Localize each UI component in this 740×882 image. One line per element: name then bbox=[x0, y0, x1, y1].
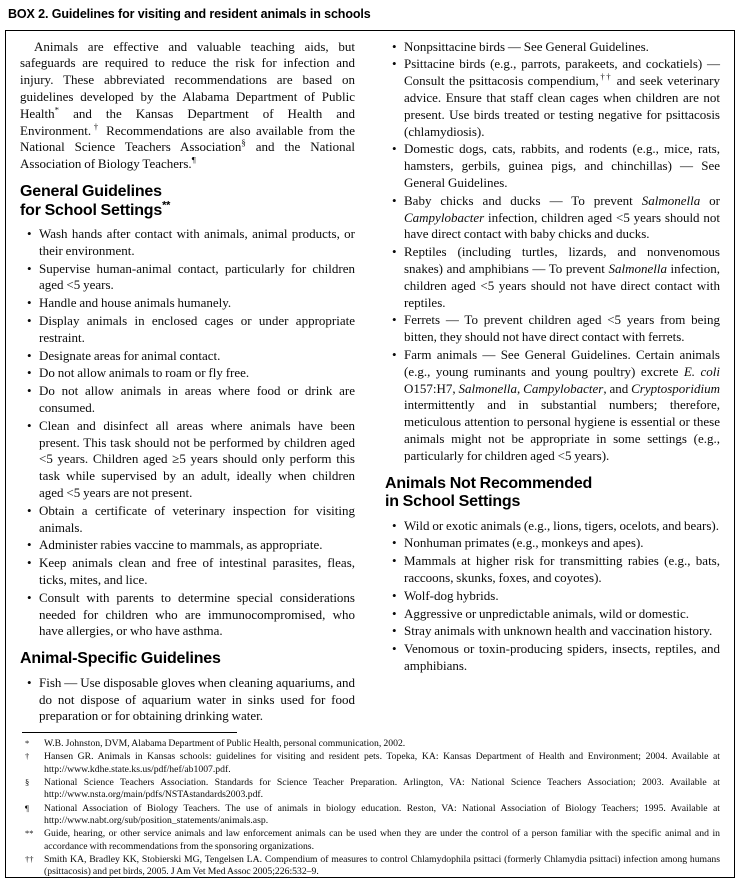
intro-paragraph: Animals are effective and valuable teaching aids, but safeguards are required to reduce the risk for infection and injury. These abbreviated recommendations are based on guidelines developed by the Alabama Department of Public Health* and the Kansas Department of Health and Environment.† Recommendations are also available from the National Science Teachers Association§ and the National Association of Biology Teachers.¶ bbox=[20, 38, 355, 172]
footnote bbox=[20, 854, 720, 878]
footnote-text: National Science Teachers Association. Standards for Science Teacher Preparation. Arlington, VA: National Science Teachers Association; 2003. Available at http://www.nsta.org/main/pdfs/NSTAstandards2003.pdf. bbox=[44, 777, 720, 801]
footnote-marker: * bbox=[25, 738, 30, 749]
heading-not-recommended bbox=[385, 475, 720, 512]
guideline-item: • Aggressive or unpredictable animals, wild or domestic. bbox=[391, 606, 720, 623]
heading-animal-specific: Animal-Specific Guidelines bbox=[20, 650, 221, 668]
footnote bbox=[20, 738, 720, 750]
footnote bbox=[20, 751, 720, 776]
guideline-item: • Do not allow animals to roam or fly free. bbox=[26, 365, 355, 382]
guideline-item: • Baby chicks and ducks — To prevent Salmonella or Campylobacter infection, children aged <5 years should not have direct contact with baby chicks and ducks. bbox=[391, 193, 720, 243]
guideline-item: • Mammals at higher risk for transmitting rabies (e.g., bats, raccoons, skunks, foxes, and coyotes). bbox=[391, 553, 720, 587]
footnote-marker: ¶ bbox=[25, 802, 29, 813]
guideline-item: • Handle and house animals humanely. bbox=[26, 295, 355, 312]
guideline-item: • Supervise human-animal contact, particularly for children aged <5 years. bbox=[26, 261, 355, 295]
footnote-text: Smith KA, Bradley KK, Stobierski MG, Tengelsen LA. Compendium of measures to control Chlamydophila psittaci (formerly Chlamydia psittaci) infection among humans (psittacosis) and pet birds, 2005. J Am Vet Med Assoc 2005;226:532–9. bbox=[44, 853, 720, 878]
animal-specific-list bbox=[20, 675, 355, 725]
footnote-marker: †† bbox=[25, 853, 34, 864]
guideline-item: • Venomous or toxin-producing spiders, insects, reptiles, and amphibians. bbox=[391, 641, 720, 675]
heading-line-2: in School Settings bbox=[385, 493, 521, 511]
guideline-item: • Reptiles (including turtles, lizards, and nonvenomous snakes) and amphibians — To prevent Salmonella infection, children aged <5 years should not have direct contact with reptiles. bbox=[391, 244, 720, 311]
animal-specific-continued-list bbox=[385, 39, 720, 465]
heading-line-1: Animals Not Recommended bbox=[385, 474, 593, 492]
guideline-item: • Designate areas for animal contact. bbox=[26, 348, 355, 365]
guideline-item: • Stray animals with unknown health and vaccination history. bbox=[391, 623, 720, 640]
guideline-item: • Wolf-dog hybrids. bbox=[391, 588, 720, 605]
guideline-item: • Wash hands after contact with animals, animal products, or their environment. bbox=[26, 226, 355, 260]
footnote bbox=[20, 803, 720, 828]
guideline-item: • Obtain a certificate of veterinary inspection for visiting animals. bbox=[26, 503, 355, 537]
guideline-item: • Domestic dogs, cats, rabbits, and rodents (e.g., mice, rats, hamsters, gerbils, guinea pigs, and chinchillas) — See General Guidelines. bbox=[391, 141, 720, 191]
guideline-item: • Nonpsittacine birds — See General Guidelines. bbox=[391, 39, 720, 56]
guideline-item: • Consult with parents to determine special considerations needed for children who are immunocompromised, who have allergies, or who have asthma. bbox=[26, 590, 355, 640]
footnote-text: W.B. Johnston, DVM, Alabama Department of Public Health, personal communication, 2002. bbox=[44, 738, 406, 750]
footnote-text: Guide, hearing, or other service animals and law enforcement animals can be used when they are under the control of a person familiar with the specific animal and in accordance with recommendations from the sponsoring organizations. bbox=[44, 828, 720, 852]
guideline-item: • Clean and disinfect all areas where animals have been present. This task should not be performed by children aged <5 years. Children aged ≥5 years should only perform this task while supervised by an adult, ideally when children aged <5 years are not present. bbox=[26, 418, 355, 502]
footnote-text: Hansen GR. Animals in Kansas schools: guidelines for visiting and resident pets. Topeka, KA: Kansas Department of Health and Environment; 2004. Available at http://www.kdhe.state.ks.us/pdf/hef/ab1007.pdf. bbox=[44, 751, 720, 775]
guideline-item: • Farm animals — See General Guidelines. Certain animals (e.g., young ruminants and young poultry) excrete E. coli O157:H7, Salmonella, Campylobacter, and Cryptosporidium intermittently and in substantial numbers; therefore, meticulous attention to personal hygiene is essential or these animals might not be appropriate in some settings (e.g., particularly for children aged <5 years). bbox=[391, 347, 720, 465]
guideline-item: • Psittacine birds (e.g., parrots, parakeets, and cockatiels) — Consult the psittacosis compendium,†† and seek veterinary advice. Ensure that staff clean cages when children are not present. Use birds treated or testing negative for psittacosis (chlamydiosis). bbox=[391, 56, 720, 140]
left-column bbox=[20, 39, 355, 727]
footnote bbox=[20, 777, 720, 802]
footnote bbox=[20, 828, 720, 853]
footnote-text: National Association of Biology Teachers. The use of animals in biology education. Reston, VA: National Association of Biology Teachers; 1995. Available at http://www.nabt.org/sub/position_statements/animals.asp. bbox=[44, 802, 720, 826]
guideline-item: • Display animals in enclosed cages or under appropriate restraint. bbox=[26, 313, 355, 347]
box-border bbox=[5, 30, 735, 878]
footnotes-section bbox=[20, 732, 720, 877]
guideline-item: • Nonhuman primates (e.g., monkeys and apes). bbox=[391, 535, 720, 552]
heading-general-guidelines bbox=[20, 183, 355, 220]
footnote-marker: † bbox=[25, 751, 30, 762]
guideline-item: • Administer rabies vaccine to mammals, as appropriate. bbox=[26, 537, 355, 554]
guideline-item: • Fish — Use disposable gloves when cleaning aquariums, and do not dispose of aquarium water in sinks used for food preparation or for obtaining drinking water. bbox=[26, 675, 355, 725]
footnote-marker: ** bbox=[25, 828, 34, 839]
right-column bbox=[385, 39, 720, 727]
footnote-separator-rule bbox=[22, 732, 237, 733]
guideline-item: • Ferrets — To prevent children aged <5 years from being bitten, they should not have direct contact with ferrets. bbox=[391, 312, 720, 346]
box-title: BOX 2. Guidelines for visiting and resident animals in schools bbox=[8, 7, 371, 21]
heading-line-2: for School Settings** bbox=[20, 199, 171, 219]
general-guidelines-list bbox=[20, 226, 355, 640]
footnote-marker: § bbox=[25, 777, 30, 788]
guideline-item: • Wild or exotic animals (e.g., lions, tigers, ocelots, and bears). bbox=[391, 518, 720, 535]
two-column-layout bbox=[20, 39, 720, 727]
guideline-item: • Do not allow animals in areas where food or drink are consumed. bbox=[26, 383, 355, 417]
heading-line-1: General Guidelines bbox=[20, 183, 162, 200]
not-recommended-list bbox=[385, 518, 720, 675]
guideline-item: • Keep animals clean and free of intestinal parasites, fleas, ticks, mites, and lice. bbox=[26, 555, 355, 589]
